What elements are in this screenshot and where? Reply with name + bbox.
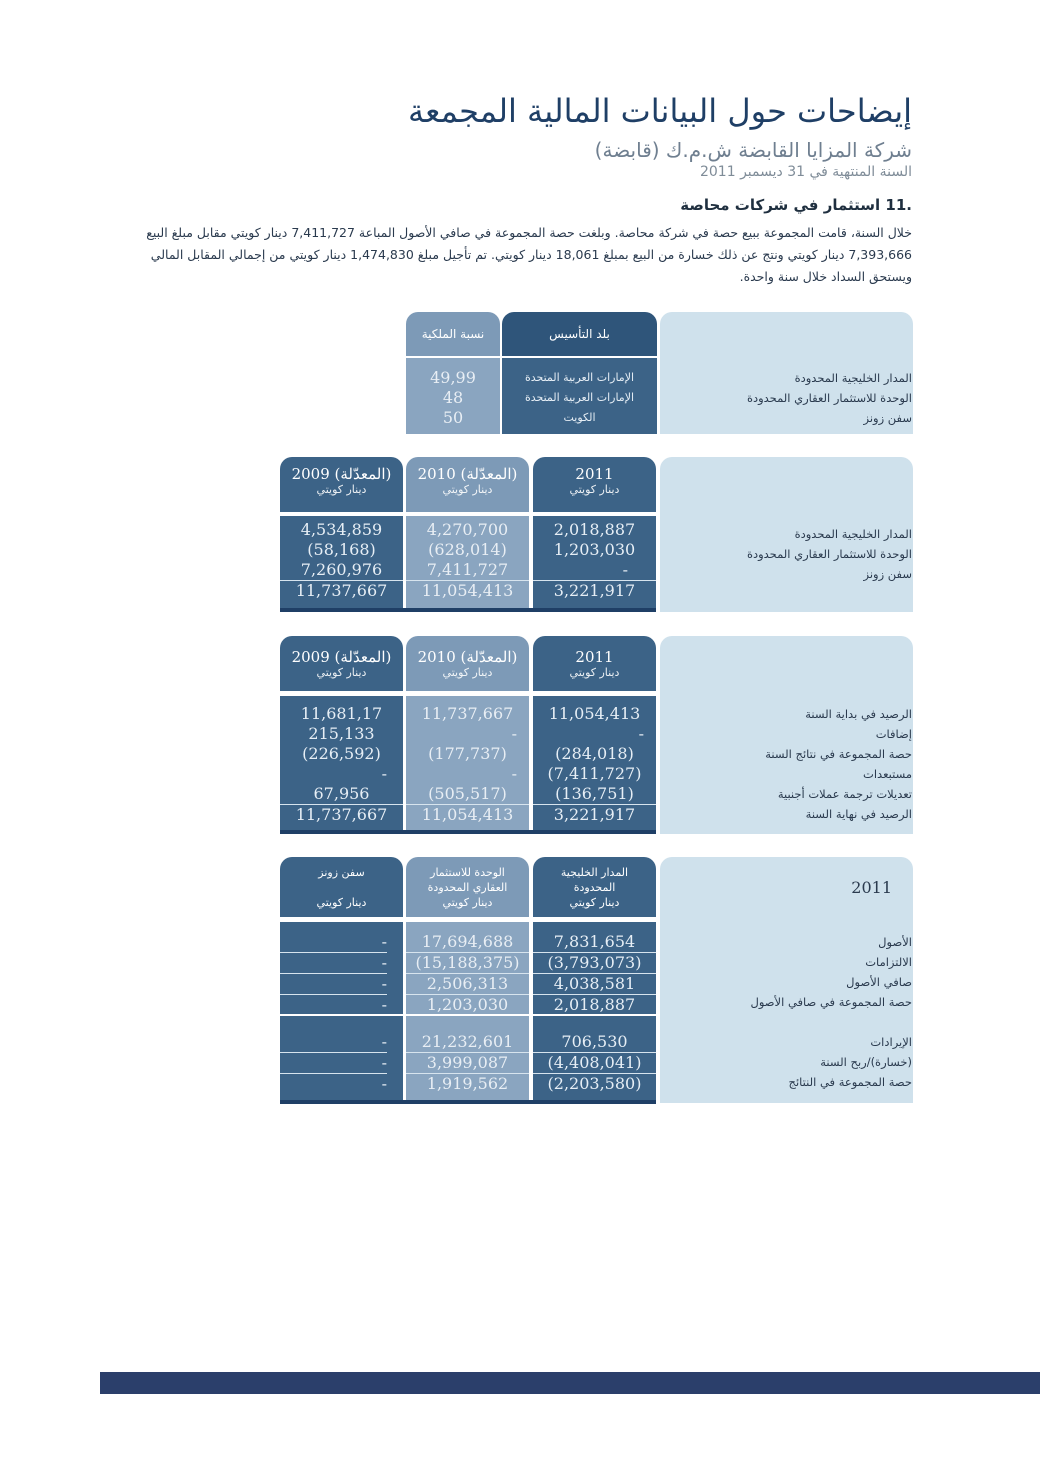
- cell: (15,188,375): [406, 952, 529, 973]
- cell: (4,408,041): [533, 1052, 656, 1073]
- cell: (7,411,727): [547, 764, 642, 783]
- table2-header-2010: [406, 457, 529, 512]
- table1-labels: [747, 368, 912, 428]
- cell: 215,133: [308, 724, 375, 743]
- cell: 11,054,413: [548, 704, 641, 723]
- header-line: [280, 880, 403, 895]
- row-label: الوحدة للاستثمار العقاري المحدودة: [746, 391, 912, 405]
- table1-country-header: [502, 312, 657, 356]
- table4-bottom-rule: [280, 1100, 656, 1104]
- cell: 2,018,887: [553, 520, 636, 539]
- table4-madar-assets: [533, 922, 656, 1014]
- cell: 2,018,887: [533, 994, 656, 1015]
- cell: 7,831,654: [553, 932, 636, 951]
- row-label: الالتزامات: [865, 955, 912, 969]
- footer-bar: [100, 1372, 1040, 1394]
- table4-header-madar: [533, 857, 656, 917]
- table4-header-sevenzones: [280, 857, 403, 917]
- cell: 3,999,087: [406, 1052, 529, 1073]
- header-line: الوحدة للاستثمار: [430, 866, 505, 879]
- table4-year: 2011: [851, 878, 892, 897]
- note-heading: .11 استثمار في شركات محاصة: [680, 196, 912, 214]
- table3-column-2010: [406, 696, 529, 830]
- row-label: سفن زونز: [863, 567, 912, 581]
- cell: 2,506,313: [406, 973, 529, 994]
- cell: (3,793,073): [533, 952, 656, 973]
- table2-column-2010: [406, 516, 529, 608]
- table3-column-2009: [280, 696, 403, 830]
- row-label: الأصول: [878, 935, 912, 949]
- row-label: حصة المجموعة في النتائج: [788, 1075, 912, 1089]
- header-label: بلد التأسيس: [549, 327, 610, 341]
- cell: 11,681,17: [300, 704, 383, 723]
- row-label: سفن زونز: [863, 411, 912, 425]
- table1-ownership-header: [406, 312, 500, 356]
- cell: 11,737,667: [421, 704, 514, 723]
- cell: (505,517): [428, 784, 507, 803]
- cell: -: [280, 1052, 387, 1073]
- header-line: المدار الخليجية: [560, 866, 629, 879]
- row-label: المدار الخليجية المحدودة: [794, 371, 912, 385]
- table4-sevenzones-results: [280, 1016, 403, 1100]
- cell: 1,203,030: [406, 994, 529, 1015]
- cell: 49,99: [430, 368, 476, 387]
- note-line: خلال السنة، قامت المجموعة ببيع حصة في شركة محاصة. وبلغت حصة المجموعة في صافي الأصول المباعة 7,411,727 دينار كويتي مقابل مبلغ البيع: [146, 225, 912, 240]
- cell: 7,260,976: [300, 560, 383, 579]
- header-line: سفن زونز: [318, 866, 365, 879]
- header-year: 2009 (المعدّلة): [291, 465, 392, 483]
- cell: -: [280, 952, 387, 973]
- table2-column-2009: [280, 516, 403, 608]
- header-unit: دينار كويتي: [569, 666, 620, 679]
- row-label: الوحدة للاستثمار العقاري المحدودة: [746, 547, 912, 561]
- cell: -: [638, 724, 644, 743]
- header-unit: دينار كويتي: [569, 483, 620, 496]
- cell: -: [511, 764, 517, 783]
- table3-header-2010: [406, 636, 529, 691]
- header-label: نسبة الملكية: [421, 327, 485, 341]
- cell: 706,530: [561, 1032, 628, 1051]
- cell: 1,203,030: [553, 540, 636, 559]
- cell-total: 11,054,413: [406, 580, 529, 601]
- table3-labels: [765, 704, 912, 824]
- header-unit: دينار كويتي: [316, 896, 367, 909]
- period-label: السنة المنتهية في 31 ديسمبر 2011: [699, 164, 912, 180]
- cell: -: [511, 724, 517, 743]
- table1-country-column: [502, 358, 657, 434]
- table4-wahda-assets: [406, 922, 529, 1014]
- header-unit: دينار كويتي: [316, 666, 367, 679]
- header-unit: دينار كويتي: [442, 483, 493, 496]
- company-name: شركة المزايا القابضة ش.م.ك (قابضة): [594, 138, 912, 162]
- header-unit: دينار كويتي: [442, 666, 493, 679]
- header-year: 2010 (المعدّلة): [417, 465, 518, 483]
- table4-sevenzones-assets: [280, 922, 403, 1014]
- table1-ownership-column: [406, 358, 500, 434]
- cell: 4,534,859: [300, 520, 383, 539]
- row-label: مستبعدات: [863, 767, 912, 781]
- table4-labels-results: [789, 1032, 912, 1092]
- row-label: الرصيد في نهاية السنة: [805, 807, 912, 821]
- cell: (628,014): [428, 540, 507, 559]
- table4-wahda-results: [406, 1016, 529, 1100]
- cell-total: 11,054,413: [406, 804, 529, 825]
- cell: (58,168): [307, 540, 376, 559]
- cell: الكويت: [563, 411, 596, 424]
- header-unit: دينار كويتي: [569, 896, 620, 909]
- row-label: صافي الأصول: [846, 975, 912, 989]
- cell: -: [381, 1032, 387, 1051]
- header-unit: دينار كويتي: [316, 483, 367, 496]
- cell: -: [280, 1073, 387, 1094]
- cell: (284,018): [555, 744, 634, 763]
- table2-labels: [747, 524, 912, 584]
- table4-labels-assets: [750, 932, 912, 1012]
- cell: (2,203,580): [533, 1073, 656, 1094]
- table4-header-wahda: [406, 857, 529, 917]
- table2-bottom-rule: [280, 608, 656, 612]
- cell: -: [381, 764, 387, 783]
- table2-header-2011: [533, 457, 656, 512]
- cell: -: [280, 994, 387, 1015]
- cell: -: [280, 973, 387, 994]
- row-label: الإيرادات: [870, 1035, 912, 1049]
- table4-madar-results: [533, 1016, 656, 1100]
- table3-column-2011: [533, 696, 656, 830]
- note-line: 7,393,666 دينار كويتي ونتج عن ذلك خسارة من البيع بمبلغ 18,061 دينار كويتي. تم تأجيل مبلغ 1,474,830 دينار كويتي من إجمالي المقابل المالي: [150, 247, 912, 262]
- row-label: الرصيد في بداية السنة: [805, 707, 912, 721]
- cell: الإمارات العربية المتحدة: [524, 391, 635, 404]
- row-label: حصة المجموعة في صافي الأصول: [750, 995, 912, 1009]
- cell-total: 11,737,667: [280, 804, 403, 825]
- cell: 4,038,581: [533, 973, 656, 994]
- cell-total: 11,737,667: [280, 580, 403, 601]
- header-line: المحدودة: [573, 881, 616, 894]
- row-label: إضافات: [875, 727, 912, 741]
- cell-total: 3,221,917: [533, 580, 656, 601]
- cell: 48: [442, 388, 464, 407]
- cell: 67,956: [313, 784, 370, 803]
- cell: 4,270,700: [426, 520, 509, 539]
- table2-column-2011: [533, 516, 656, 608]
- header-year: 2011: [575, 648, 614, 666]
- cell: (136,751): [555, 784, 634, 803]
- cell-total: 3,221,917: [533, 804, 656, 825]
- table3-header-2009: [280, 636, 403, 691]
- row-label: (خسارة)/ربح السنة: [820, 1055, 912, 1069]
- cell: (177,737): [428, 744, 507, 763]
- table2-header-2009: [280, 457, 403, 512]
- cell: 1,919,562: [406, 1073, 529, 1094]
- cell: 17,694,688: [421, 932, 514, 951]
- note-line: ويستحق السداد خلال سنة واحدة.: [739, 269, 912, 284]
- header-line: العقاري المحدودة: [427, 881, 508, 894]
- table3-bottom-rule: [280, 830, 656, 834]
- header-year: 2009 (المعدّلة): [291, 648, 392, 666]
- cell: 7,411,727: [426, 560, 509, 579]
- cell: (226,592): [302, 744, 381, 763]
- cell: 21,232,601: [421, 1032, 514, 1051]
- cell: -: [622, 560, 628, 579]
- cell: -: [381, 932, 387, 951]
- cell: الإمارات العربية المتحدة: [524, 371, 635, 384]
- note-paragraph: [112, 222, 912, 288]
- row-label: حصة المجموعة في نتائج السنة: [765, 747, 912, 761]
- page-title: إيضاحات حول البيانات المالية المجمعة: [407, 92, 912, 130]
- row-label: تعديلات ترجمة عملات أجنبية: [777, 787, 912, 801]
- cell: 50: [442, 408, 464, 427]
- table3-header-2011: [533, 636, 656, 691]
- header-year: 2011: [575, 465, 614, 483]
- row-label: المدار الخليجية المحدودة: [794, 527, 912, 541]
- header-year: 2010 (المعدّلة): [417, 648, 518, 666]
- header-unit: دينار كويتي: [442, 896, 493, 909]
